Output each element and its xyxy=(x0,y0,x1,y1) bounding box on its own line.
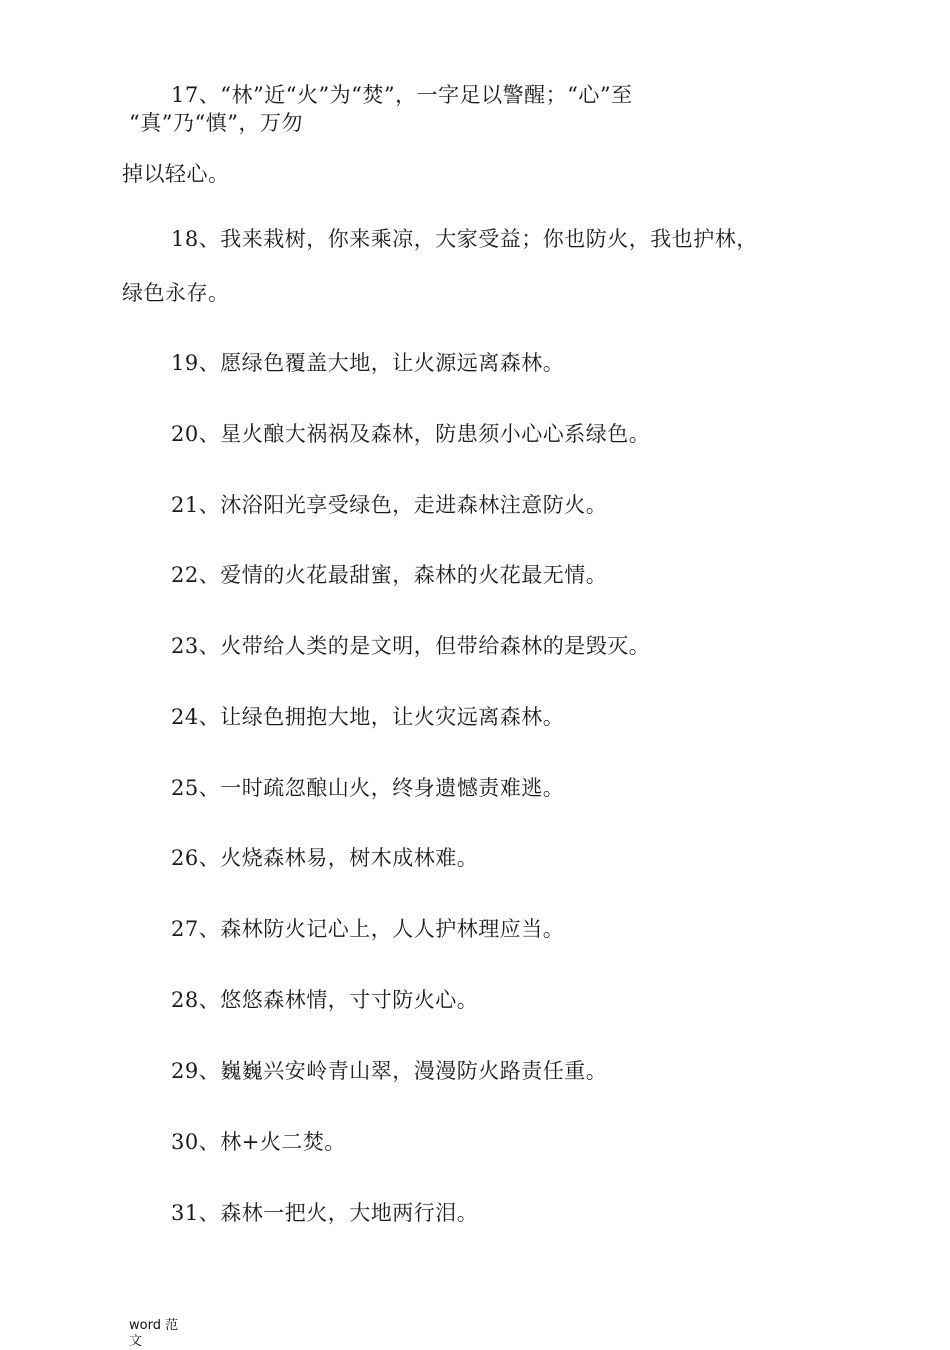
slogan-23 xyxy=(171,632,650,660)
item-text: 愿绿色覆盖大地，让火源远离森林。 xyxy=(220,351,565,375)
slogan-24 xyxy=(171,703,564,731)
slogan-17 xyxy=(171,81,633,109)
item-number: 18、 xyxy=(171,227,221,251)
item-text: 火带给人类的是文明，但带给森林的是毁灭。 xyxy=(220,634,651,658)
slogan-25 xyxy=(171,774,564,802)
slogan-17-line2: “真”乃“慎”，万勿 xyxy=(129,111,303,135)
item-number: 30、 xyxy=(171,1130,221,1154)
slogan-18 xyxy=(171,225,758,253)
slogan-28 xyxy=(171,986,478,1014)
item-text: 爱情的火花最甜蜜，森林的火花最无情。 xyxy=(220,563,608,587)
item-number: 20、 xyxy=(171,422,221,446)
item-text: 悠悠森林情，寸寸防火心。 xyxy=(220,988,479,1012)
item-number: 26、 xyxy=(171,846,221,870)
item-number: 24、 xyxy=(171,705,221,729)
item-number: 19、 xyxy=(171,351,221,375)
item-text: 沐浴阳光享受绿色，走进森林注意防火。 xyxy=(220,493,608,517)
slogan-19 xyxy=(171,349,564,377)
slogan-27 xyxy=(171,915,564,943)
item-text: 星火酿大祸祸及森林，防患须小心心系绿色。 xyxy=(220,422,651,446)
item-text: 火烧森林易，树木成林难。 xyxy=(220,846,479,870)
item-number: 31、 xyxy=(171,1201,221,1225)
item-text: 林+火二焚。 xyxy=(220,1130,346,1154)
item-text: 森林防火记心上，人人护林理应当。 xyxy=(220,917,565,941)
item-number: 25、 xyxy=(171,776,221,800)
item-text: 我来栽树，你来乘凉，大家受益；你也防火，我也护林， xyxy=(220,227,758,251)
slogan-20 xyxy=(171,420,650,448)
item-text: 一时疏忽酿山火，终身遗憾责难逃。 xyxy=(220,776,565,800)
item-text: “林”近“火”为“焚”，一字足以警醒；“心”至 xyxy=(220,83,633,107)
item-number: 23、 xyxy=(171,634,221,658)
slogan-29 xyxy=(171,1057,607,1085)
item-number: 29、 xyxy=(171,1059,221,1083)
item-text: 让绿色拥抱大地，让火灾远离森林。 xyxy=(220,705,565,729)
slogan-31 xyxy=(171,1199,478,1227)
slogan-18-continuation: 绿色永存。 xyxy=(122,281,230,305)
item-number: 28、 xyxy=(171,988,221,1012)
slogan-21 xyxy=(171,491,607,519)
item-number: 21、 xyxy=(171,493,221,517)
item-number: 17、 xyxy=(171,83,221,107)
item-text: 巍巍兴安岭青山翠，漫漫防火路责任重。 xyxy=(220,1059,608,1083)
slogan-17-continuation: 掉以轻心。 xyxy=(122,162,230,186)
item-text: 森林一把火，大地两行泪。 xyxy=(220,1201,479,1225)
slogan-22 xyxy=(171,561,607,589)
slogan-26 xyxy=(171,844,478,872)
footer-label: word 范文 xyxy=(129,1318,179,1349)
item-number: 22、 xyxy=(171,563,221,587)
slogan-30 xyxy=(171,1128,346,1156)
item-number: 27、 xyxy=(171,917,221,941)
